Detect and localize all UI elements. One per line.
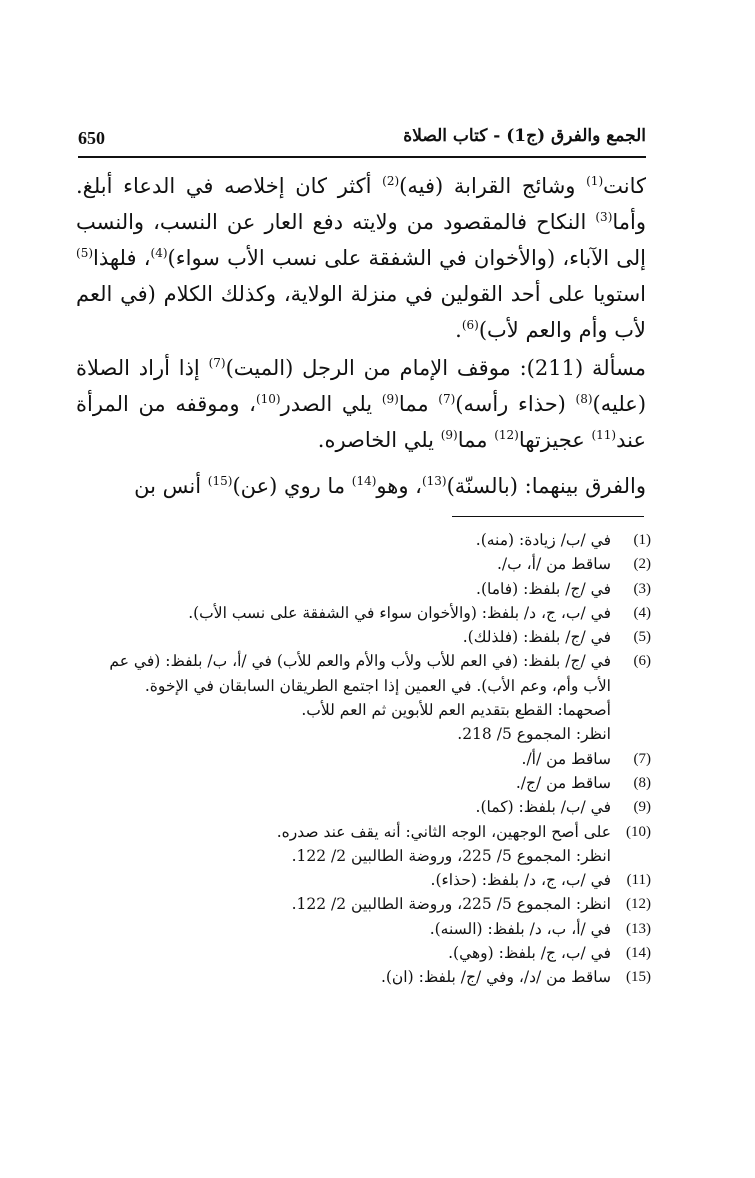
footnote-text: على أصح الوجهين، الوجه الثاني: أنه يقف عند صدره. [276,822,611,841]
footnote-number: (3) [633,580,651,597]
footnote-number: (11) [626,872,651,889]
footnote-text: في /ب/ زيادة: (منه). [475,531,611,549]
footnote-text: ساقط من /د/، وفي /ج/ بلفظ: (ان). [380,968,611,987]
footnote-item [76,747,651,771]
footnote-text: في /ج/ بلفظ: (في العم للأب ولأب والأم والعم للأب) في /أ، ب/ بلفظ: (في عم [109,652,611,671]
footnote-number: (9) [633,799,651,816]
footnote-text: ساقط من /ج/. [515,773,611,792]
paragraph-text: والفرق بينهما: (بالسنّة)$^{(13)}$، وهو$^{(14)}$ ما روي (عن)$^{(15)}$ أنس بن [134,474,646,498]
footnote-text: في /ب/ بلفظ: (كما). [475,798,611,817]
footnote-item [76,965,651,989]
paragraph-text: مسألة (211): موقف الإمام من الرجل (الميت)$^{(7)}$ إذا أراد الصلاة (عليه)$^{(8)}$ (حذاء رأسه)$^{(7)}$ مما$^{(9)}$ يلي الصدر$^{(10)}$، وموقفه من المرأة عند$^{(11)}$ عجيزتها$^{(12)}$ مما$^{(9)}$ يلي الخاصره. [76,356,647,452]
footnote-item [76,917,651,941]
footnote-text: في /ب، ج، د/ بلفظ: (حذاء). [430,871,611,890]
footnote-text: الأب وأم، وعم الأب). في العمين إذا اجتمع الطريقان السابقان في الإخوة. [144,676,611,695]
footnote-item [76,771,651,795]
footnote-text: في /ب، ج، د/ بلفظ: (والأخوان سواء في الشفقة على نسب الأب). [188,603,611,622]
body-paragraph-3 [76,468,646,504]
footnote-number: (13) [626,920,651,937]
paragraph-text: كانت$^{(1)}$ وشائج القرابة (فيه)$^{(2)}$ أكثر كان إخلاصه في الدعاء أبلغ. وأما$^{(3)}$ النكاح فالمقصود من ولايته دفع العار عن النسب، والنسب إلى الآباء، (والأخوان في الشفقة على نسب الأب سواء)$^{(4)}$، فلهذا$^{(5)}$ استويا على أحد القولين في منزلة الولاية، وكذلك الكلام (في العم لأب وأم والعم لأب)$^{(6)}$. [76,174,646,342]
footnote-item [76,820,651,869]
footnote-item [76,528,651,552]
page-number: 650 [78,128,105,148]
body-paragraph-2 [76,350,646,458]
footnotes-list [76,528,651,990]
footnote-item [76,649,651,746]
footnote-item [76,868,651,892]
footnote-number: (1) [633,532,651,548]
footnote-number: (2) [633,556,651,573]
footnote-text: في /ج/ بلفظ: (فاما). [476,579,611,598]
footnote-text: في /ب، ج/ بلفظ: (وهي). [448,944,611,963]
footnote-text: انظر: المجموع 5/ 218. [457,725,611,744]
running-title: الجمع والفرق (ج1) - كتاب الصلاة [403,126,646,146]
footnote-item [76,892,651,916]
footnote-number: (10) [626,823,651,840]
footnote-text: ساقط من /أ، ب/. [497,555,611,574]
footnote-number: (15) [626,969,651,986]
page-header [78,126,646,158]
body-paragraph-1 [76,168,646,348]
footnote-number: (8) [633,774,651,791]
footnote-number: (14) [626,945,651,962]
footnote-number: (12) [626,896,651,913]
footnote-text: أصحهما: القطع بتقديم العم للأبوين ثم العم للأب. [301,701,611,720]
footnote-number: (4) [633,604,651,621]
footnote-text: انظر: المجموع 5/ 225، وروضة الطالبين 2/ 122. [291,846,611,865]
footnote-number: (7) [633,750,651,767]
footnote-number: (6) [633,653,651,670]
footnote-item [76,577,651,601]
footnote-text: انظر: المجموع 5/ 225، وروضة الطالبين 2/ 122. [291,895,611,914]
footnote-text: في /أ، ب، د/ بلفظ: (السنه). [429,919,611,938]
footnote-item [76,625,651,649]
footnote-item [76,795,651,819]
footnote-item [76,941,651,965]
footnote-text: في /ج/ بلفظ: (فلذلك). [462,628,611,647]
footnote-separator [452,516,644,517]
footnote-item [76,601,651,625]
footnote-text: ساقط من /أ/. [521,749,611,768]
footnote-number: (5) [633,629,651,646]
footnote-item [76,552,651,576]
